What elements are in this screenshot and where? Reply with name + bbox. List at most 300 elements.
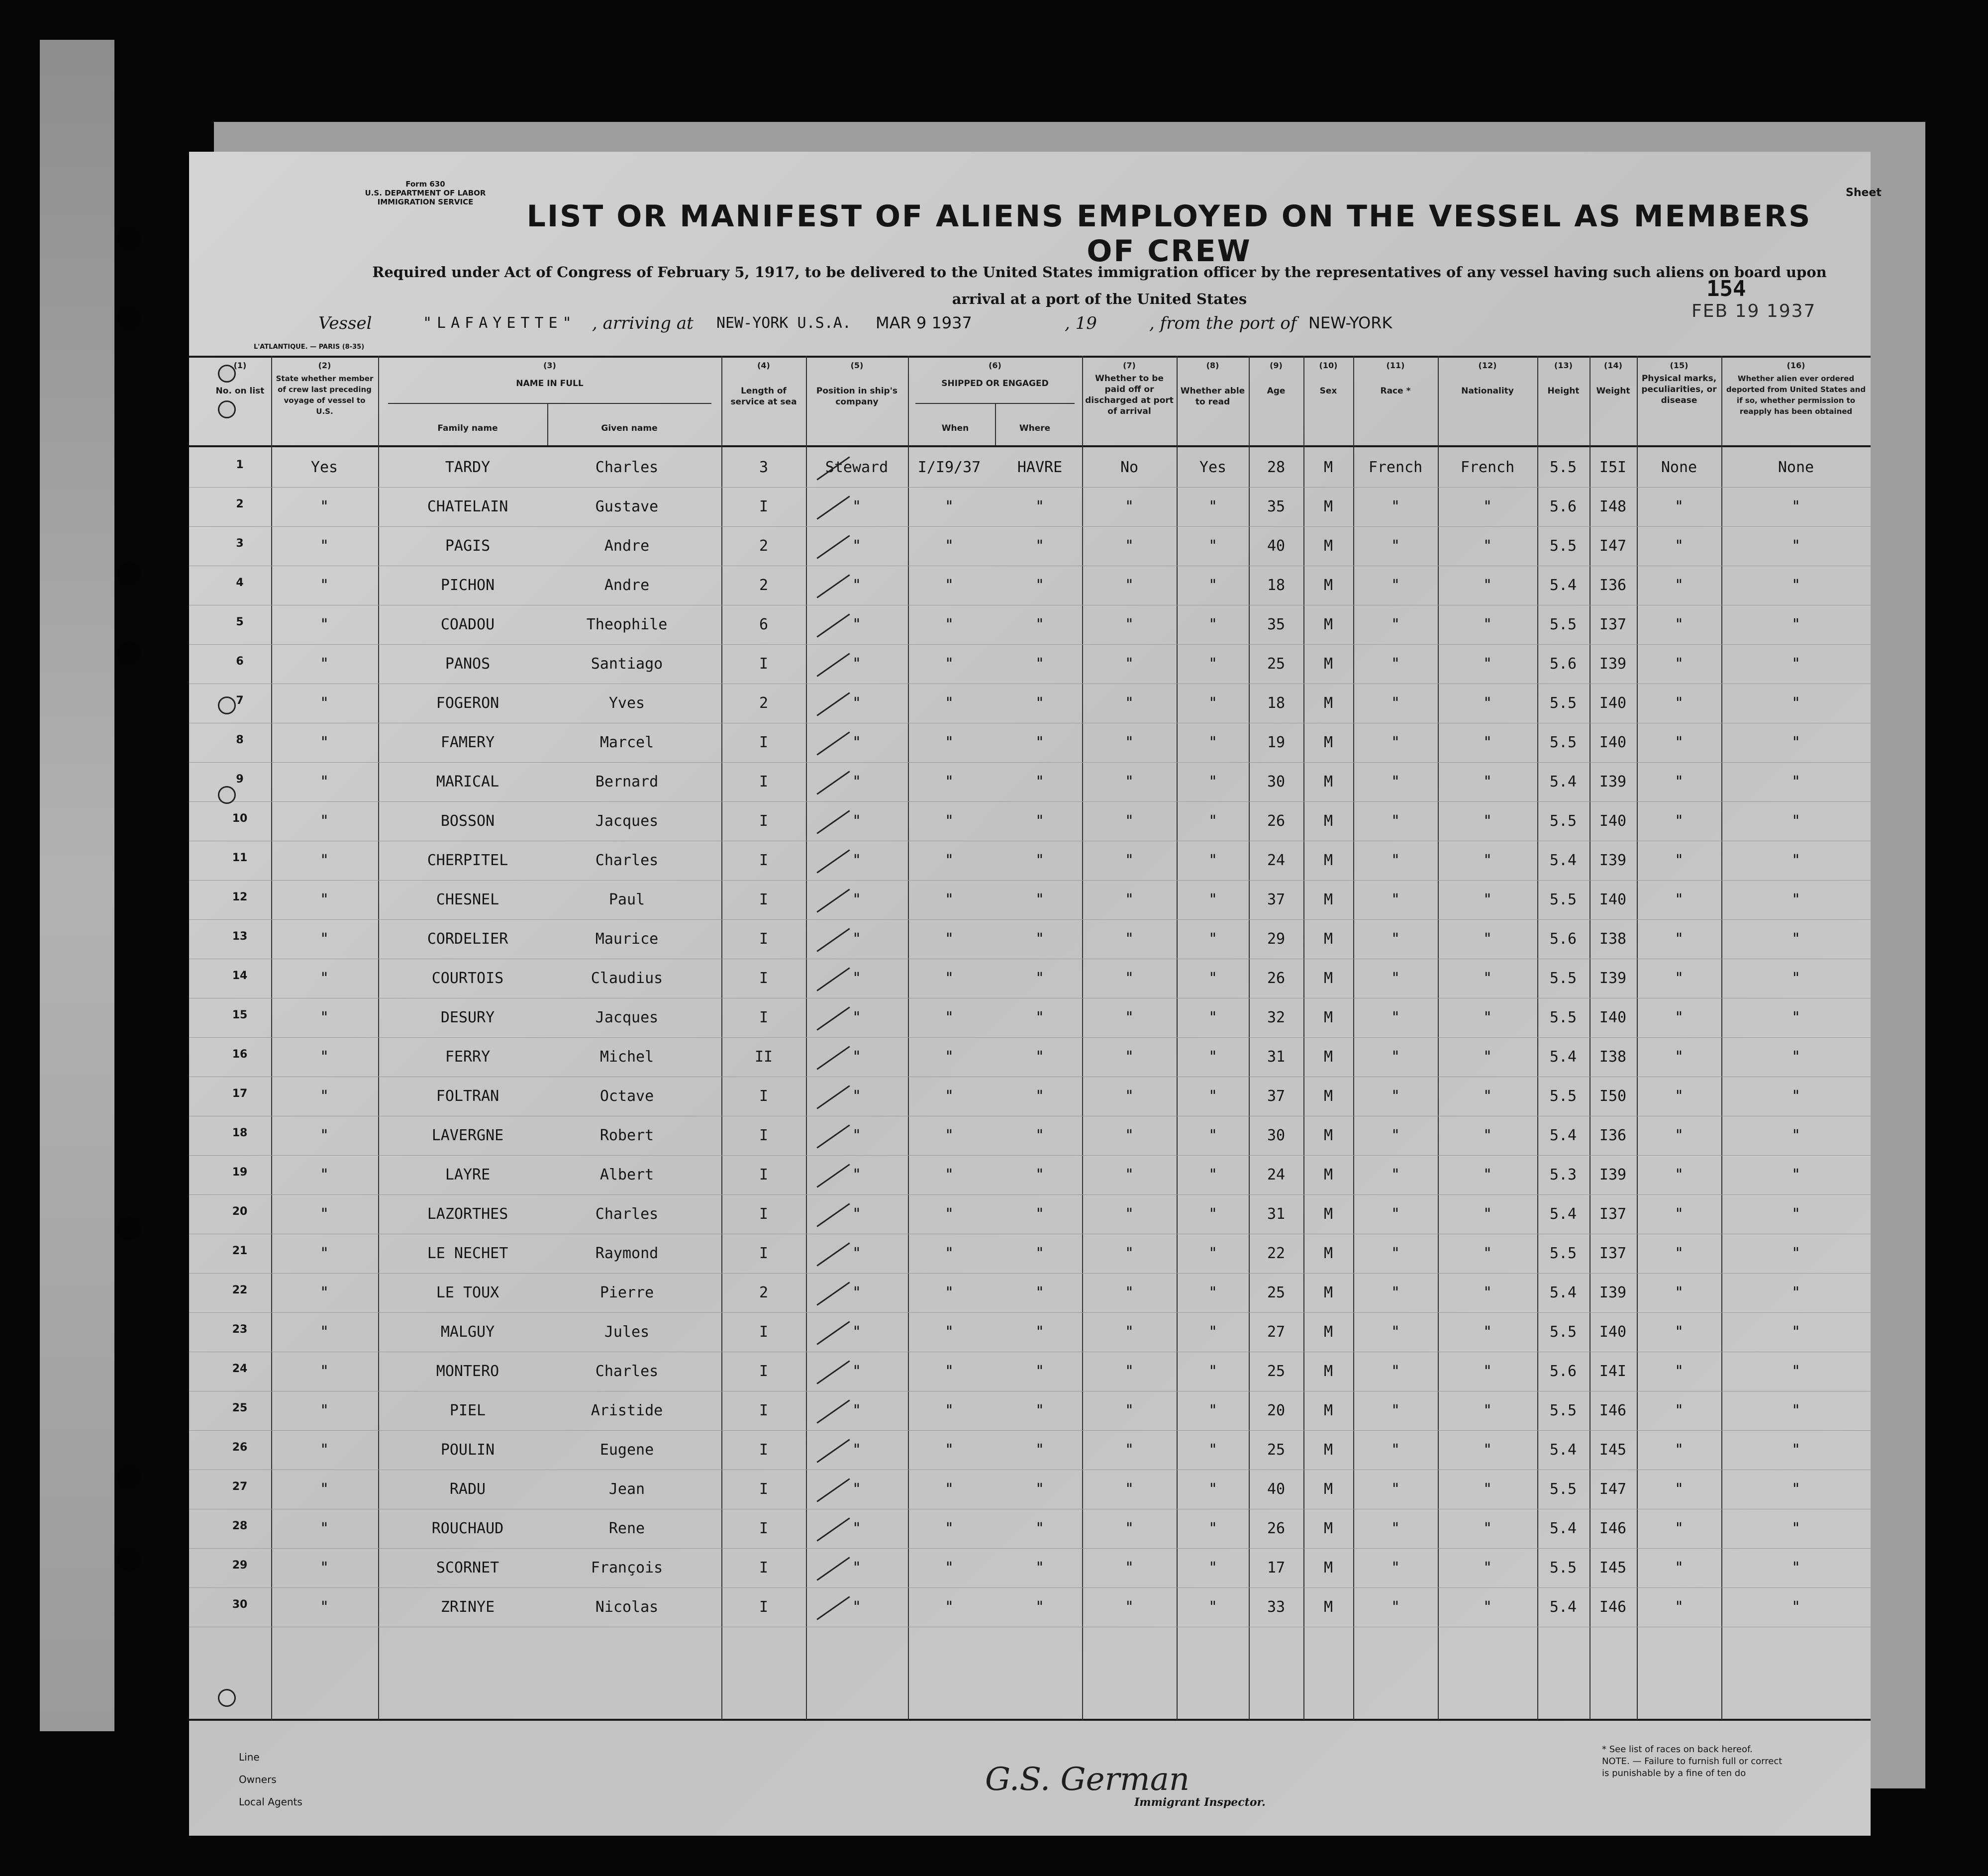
table-cell-sex: M [1323, 852, 1333, 869]
table-cell-when: " [944, 1245, 954, 1262]
table-cell-sex: M [1323, 891, 1333, 908]
table-cell-age: 35 [1267, 498, 1286, 515]
table-cell-sex: M [1323, 694, 1333, 712]
table-cell-height: 5.5 [1549, 1402, 1577, 1419]
table-cell-given: Maurice [595, 930, 659, 948]
from-port: NEW-YORK [1308, 313, 1392, 332]
table-cell-paid: " [1124, 498, 1134, 515]
table-cell-deported: " [1791, 891, 1801, 908]
binder-hole [117, 226, 141, 250]
table-cell-family: LE NECHET [427, 1245, 508, 1262]
table-cell-when: " [944, 498, 954, 515]
table-cell-paid: " [1124, 1127, 1134, 1144]
table-cell-race: " [1391, 1598, 1400, 1616]
table-cell-marks: " [1674, 1087, 1684, 1105]
table-cell-no: 2 [236, 498, 244, 510]
table-cell-no: 23 [232, 1323, 248, 1336]
table-cell-height: 5.4 [1549, 1520, 1577, 1537]
column-rule [1082, 356, 1083, 1720]
table-cell-nationality: " [1483, 1323, 1492, 1341]
table-cell-position: Steward [825, 459, 889, 476]
subtitle: Required under Act of Congress of February 5, 1917, to be delivered to the United States immigration officer by the representatives of any vessel having such aliens on board upon arrival at a port of the United States [372, 264, 1827, 307]
table-cell-sex: M [1323, 1441, 1333, 1459]
table-cell-read: " [1208, 891, 1218, 908]
column-number: (9) [1270, 361, 1283, 370]
footer-agents-label: Local Agents [239, 1796, 302, 1808]
table-cell-position: " [852, 498, 862, 515]
table-cell-position: " [852, 694, 862, 712]
table-cell-given: Andre [604, 537, 650, 555]
table-cell-where: " [1035, 1048, 1045, 1066]
table-cell-paid: " [1124, 930, 1134, 948]
table-cell-crew: " [319, 852, 329, 869]
group-underline [915, 403, 1075, 404]
table-cell-service: I [759, 1127, 769, 1144]
table-cell-family: FOGERON [436, 694, 499, 712]
table-cell-weight: I46 [1599, 1402, 1627, 1419]
table-cell-weight: I40 [1599, 891, 1627, 908]
table-cell-sex: M [1323, 734, 1333, 751]
table-cell-nationality: " [1483, 1087, 1492, 1105]
table-cell-nationality: " [1483, 1559, 1492, 1577]
column-number: (4) [757, 361, 770, 370]
column-header: Physical marks, peculiarities, or disease [1641, 374, 1717, 405]
table-cell-weight: I39 [1599, 852, 1627, 869]
table-cell-service: I [759, 930, 769, 948]
table-cell-no: 17 [232, 1087, 248, 1100]
table-cell-position: " [852, 1520, 862, 1537]
form-number: Form 630 [405, 180, 445, 189]
column-rule [1353, 356, 1354, 1720]
table-cell-family: MARICAL [436, 773, 499, 790]
table-cell-marks: " [1674, 1598, 1684, 1616]
table-cell-where: " [1035, 734, 1045, 751]
table-cell-weight: I47 [1599, 537, 1627, 555]
table-cell-weight: I39 [1599, 773, 1627, 790]
service: IMMIGRATION SERVICE [377, 197, 474, 206]
table-cell-service: I [759, 734, 769, 751]
table-cell-service: 6 [759, 616, 769, 633]
table-cell-service: I [759, 1087, 769, 1105]
column-number: (7) [1123, 361, 1136, 370]
table-cell-sex: M [1323, 1087, 1333, 1105]
table-cell-age: 27 [1267, 1323, 1286, 1341]
table-cell-marks: " [1674, 1559, 1684, 1577]
table-cell-where: " [1035, 1520, 1045, 1537]
column-rule [908, 356, 909, 1720]
table-cell-family: BOSSON [440, 812, 495, 830]
table-cell-when: " [944, 930, 954, 948]
table-cell-paid: " [1124, 1245, 1134, 1262]
table-cell-position: " [852, 1166, 862, 1184]
table-cell-crew: " [319, 1559, 329, 1577]
table-cell-no: 29 [232, 1559, 248, 1572]
column-rule [1249, 356, 1250, 1720]
table-cell-read: " [1208, 1205, 1218, 1223]
table-cell-given: Aristide [591, 1402, 663, 1419]
table-cell-weight: I37 [1599, 1205, 1627, 1223]
table-cell-paid: " [1124, 1284, 1134, 1301]
table-cell-sex: M [1323, 459, 1333, 476]
table-cell-no: 9 [236, 773, 244, 786]
table-cell-age: 30 [1267, 773, 1286, 790]
subcolumn-header: Where [1019, 423, 1051, 433]
row-rule [189, 1194, 1871, 1195]
table-cell-when: " [944, 1481, 954, 1498]
table-cell-deported: " [1791, 1323, 1801, 1341]
inspector-label: Immigrant Inspector. [1134, 1796, 1266, 1809]
table-cell-marks: " [1674, 616, 1684, 633]
footer-owners-label: Owners [239, 1774, 277, 1785]
table-cell-no: 26 [232, 1441, 248, 1454]
table-cell-nationality: " [1483, 1127, 1492, 1144]
table-cell-given: Charles [595, 1205, 659, 1223]
table-cell-where: " [1035, 1441, 1045, 1459]
group-underline [388, 403, 711, 404]
table-cell-weight: I45 [1599, 1441, 1627, 1459]
table-cell-deported: " [1791, 1127, 1801, 1144]
table-cell-no: 12 [232, 891, 248, 903]
table-cell-where: " [1035, 1481, 1045, 1498]
table-cell-no: 11 [232, 852, 248, 864]
from-label: , from the port of [1149, 313, 1297, 333]
table-cell-height: 5.4 [1549, 1205, 1577, 1223]
table-cell-race: " [1391, 1245, 1400, 1262]
table-cell-read: " [1208, 1127, 1218, 1144]
table-cell-nationality: " [1483, 694, 1492, 712]
table-cell-weight: I36 [1599, 577, 1627, 594]
table-cell-race: " [1391, 537, 1400, 555]
note-failure: NOTE. — Failure to furnish full or correct [1602, 1756, 1783, 1767]
table-cell-deported: " [1791, 812, 1801, 830]
table-cell-read: " [1208, 577, 1218, 594]
table-cell-weight: I5I [1599, 459, 1627, 476]
table-cell-height: 5.6 [1549, 498, 1577, 515]
table-cell-marks: " [1674, 852, 1684, 869]
table-cell-weight: I37 [1599, 1245, 1627, 1262]
column-header: Age [1267, 386, 1286, 396]
table-cell-position: " [852, 1245, 862, 1262]
table-cell-weight: I39 [1599, 655, 1627, 673]
table-cell-deported: " [1791, 1048, 1801, 1066]
table-cell-marks: " [1674, 1402, 1684, 1419]
table-cell-crew: " [319, 577, 329, 594]
table-cell-age: 26 [1267, 1520, 1286, 1537]
table-cell-crew: " [319, 812, 329, 830]
column-number: (16) [1787, 361, 1805, 370]
note-fine: is punishable by a fine of ten do [1602, 1768, 1746, 1778]
table-cell-position: " [852, 891, 862, 908]
table-cell-service: I [759, 1481, 769, 1498]
table-cell-given: Jacques [595, 812, 659, 830]
table-cell-height: 5.5 [1549, 1481, 1577, 1498]
punch-hole [218, 696, 236, 714]
table-cell-crew: " [319, 1127, 329, 1144]
table-cell-service: I [759, 1520, 769, 1537]
table-cell-read: " [1208, 812, 1218, 830]
table-cell-marks: " [1674, 1009, 1684, 1026]
table-cell-given: Yves [608, 694, 645, 712]
column-header: NAME IN FULL [516, 379, 584, 389]
vessel-label: Vessel [318, 313, 372, 333]
table-cell-sex: M [1323, 1323, 1333, 1341]
table-cell-marks: " [1674, 1048, 1684, 1066]
table-cell-nationality: " [1483, 852, 1492, 869]
table-cell-height: 5.4 [1549, 1127, 1577, 1144]
table-cell-position: " [852, 1087, 862, 1105]
column-header: Whether to be paid off or discharged at port of arrival [1085, 374, 1174, 416]
table-cell-service: I [759, 1559, 769, 1577]
table-cell-race: " [1391, 970, 1400, 987]
table-cell-given: Pierre [599, 1284, 654, 1301]
table-cell-service: I [759, 891, 769, 908]
table-cell-deported: " [1791, 655, 1801, 673]
row-rule [189, 526, 1871, 527]
table-cell-sex: M [1323, 1481, 1333, 1498]
column-header: Whether able to read [1180, 386, 1245, 407]
row-rule [189, 1587, 1871, 1588]
table-cell-given: Andre [604, 577, 650, 594]
table-cell-family: CHERPITEL [427, 852, 508, 869]
table-cell-service: I [759, 852, 769, 869]
vessel-name: "LAFAYETTE" [423, 314, 577, 332]
table-cell-position: " [852, 1559, 862, 1577]
table-cell-height: 5.5 [1549, 1323, 1577, 1341]
table-cell-marks: " [1674, 812, 1684, 830]
table-cell-sex: M [1323, 1166, 1333, 1184]
column-rule [378, 356, 379, 1720]
table-bottom-rule [189, 1719, 1871, 1721]
table-cell-weight: I40 [1599, 734, 1627, 751]
table-cell-weight: I40 [1599, 1323, 1627, 1341]
table-cell-crew: " [319, 1245, 329, 1262]
table-cell-given: Eugene [599, 1441, 654, 1459]
table-cell-deported: " [1791, 694, 1801, 712]
column-header: Position in ship's company [816, 386, 898, 407]
row-rule [189, 1037, 1871, 1038]
table-cell-race: " [1391, 773, 1400, 790]
subcolumn-header: Family name [437, 423, 498, 433]
table-cell-age: 25 [1267, 1363, 1286, 1380]
table-cell-where: " [1035, 812, 1045, 830]
table-cell-paid: " [1124, 1166, 1134, 1184]
table-cell-where: " [1035, 1363, 1045, 1380]
table-cell-where: " [1035, 655, 1045, 673]
table-cell-nationality: " [1483, 1205, 1492, 1223]
table-cell-deported: " [1791, 1559, 1801, 1577]
table-cell-race: " [1391, 852, 1400, 869]
table-cell-paid: " [1124, 734, 1134, 751]
table-cell-age: 40 [1267, 537, 1286, 555]
table-cell-no: 3 [236, 537, 244, 550]
footer-line-label: Line [239, 1751, 260, 1763]
table-cell-marks: " [1674, 537, 1684, 555]
table-cell-when: " [944, 655, 954, 673]
table-cell-where: " [1035, 1087, 1045, 1105]
table-cell-when: " [944, 1520, 954, 1537]
table-cell-position: " [852, 970, 862, 987]
row-rule [189, 801, 1871, 802]
table-cell-read: " [1208, 1598, 1218, 1616]
table-cell-family: LE TOUX [436, 1284, 499, 1301]
table-cell-nationality: " [1483, 537, 1492, 555]
table-cell-age: 31 [1267, 1048, 1286, 1066]
table-cell-race: " [1391, 577, 1400, 594]
table-cell-where: " [1035, 1127, 1045, 1144]
table-cell-position: " [852, 852, 862, 869]
table-cell-read: " [1208, 537, 1218, 555]
subcolumn-header: Given name [601, 423, 658, 433]
table-cell-family: SCORNET [436, 1559, 499, 1577]
table-cell-deported: " [1791, 1441, 1801, 1459]
table-cell-crew: " [319, 1402, 329, 1419]
table-cell-when: " [944, 577, 954, 594]
table-cell-when: " [944, 1284, 954, 1301]
table-cell-sex: M [1323, 1245, 1333, 1262]
table-cell-race: " [1391, 616, 1400, 633]
table-cell-marks: " [1674, 1166, 1684, 1184]
table-cell-nationality: " [1483, 970, 1492, 987]
table-cell-no: 5 [236, 616, 244, 628]
table-cell-read: " [1208, 734, 1218, 751]
table-cell-family: COURTOIS [431, 970, 504, 987]
table-cell-age: 37 [1267, 891, 1286, 908]
table-cell-where: " [1035, 537, 1045, 555]
table-cell-given: Charles [595, 852, 659, 869]
table-cell-age: 18 [1267, 694, 1286, 712]
table-cell-no: 28 [232, 1520, 248, 1532]
table-cell-marks: " [1674, 1284, 1684, 1301]
table-cell-read: Yes [1199, 459, 1227, 476]
table-cell-marks: " [1674, 577, 1684, 594]
table-cell-family: LAVERGNE [431, 1127, 504, 1144]
table-cell-paid: " [1124, 1009, 1134, 1026]
date-stamp: FEB 19 1937 [1691, 301, 1816, 321]
table-cell-deported: " [1791, 537, 1801, 555]
table-cell-deported: " [1791, 734, 1801, 751]
table-cell-age: 40 [1267, 1481, 1286, 1498]
table-cell-when: " [944, 852, 954, 869]
table-cell-paid: " [1124, 852, 1134, 869]
table-cell-deported: " [1791, 852, 1801, 869]
column-rule [1177, 356, 1178, 1720]
sheet-number: 154 [1706, 276, 1746, 301]
table-cell-height: 5.4 [1549, 773, 1577, 790]
table-cell-service: I [759, 1441, 769, 1459]
table-cell-race: " [1391, 1009, 1400, 1026]
column-rule [1637, 356, 1638, 1720]
table-cell-marks: " [1674, 970, 1684, 987]
table-cell-sex: M [1323, 1205, 1333, 1223]
table-cell-paid: " [1124, 655, 1134, 673]
table-cell-height: 5.6 [1549, 655, 1577, 673]
table-cell-age: 25 [1267, 655, 1286, 673]
table-cell-given: François [591, 1559, 663, 1577]
inspector-signature: G.S. German [985, 1761, 1190, 1798]
table-cell-when: " [944, 1323, 954, 1341]
table-cell-sex: M [1323, 970, 1333, 987]
table-cell-race: " [1391, 734, 1400, 751]
column-rule [271, 356, 272, 1720]
table-cell-read: " [1208, 970, 1218, 987]
table-cell-crew: Yes [310, 459, 338, 476]
table-cell-marks: None [1661, 459, 1697, 476]
table-cell-height: 5.3 [1549, 1166, 1577, 1184]
table-cell-family: ROUCHAUD [431, 1520, 504, 1537]
table-cell-race: " [1391, 1284, 1400, 1301]
table-cell-when: " [944, 970, 954, 987]
table-cell-weight: I46 [1599, 1598, 1627, 1616]
table-cell-nationality: " [1483, 1245, 1492, 1262]
table-cell-when: " [944, 1363, 954, 1380]
table-cell-height: 5.4 [1549, 852, 1577, 869]
table-cell-family: TARDY [445, 459, 491, 476]
table-cell-weight: I45 [1599, 1559, 1627, 1577]
table-cell-height: 5.5 [1549, 459, 1577, 476]
left-paper-strip [40, 40, 114, 1731]
table-cell-sex: M [1323, 812, 1333, 830]
footer-notes [1602, 1744, 1782, 1779]
table-cell-when: " [944, 1166, 954, 1184]
binder-hole [117, 642, 141, 666]
table-cell-age: 25 [1267, 1284, 1286, 1301]
table-cell-nationality: " [1483, 891, 1492, 908]
table-cell-nationality: " [1483, 773, 1492, 790]
table-cell-given: Robert [599, 1127, 654, 1144]
table-cell-race: " [1391, 1127, 1400, 1144]
table-cell-read: " [1208, 1009, 1218, 1026]
table-cell-read: " [1208, 1284, 1218, 1301]
table-cell-when: " [944, 891, 954, 908]
table-cell-where: " [1035, 970, 1045, 987]
table-cell-crew: " [319, 1087, 329, 1105]
table-cell-position: " [852, 1481, 862, 1498]
table-cell-weight: I47 [1599, 1481, 1627, 1498]
column-number: (5) [850, 361, 864, 370]
table-cell-service: 2 [759, 577, 769, 594]
column-number: (12) [1478, 361, 1497, 370]
table-cell-when: " [944, 537, 954, 555]
table-cell-no: 4 [236, 577, 244, 589]
table-cell-height: 5.5 [1549, 1009, 1577, 1026]
table-cell-family: CORDELIER [427, 930, 508, 948]
table-cell-deported: " [1791, 1009, 1801, 1026]
column-number: (14) [1604, 361, 1622, 370]
column-header: Whether alien ever ordered deported from United States and if so, whether permission to reapply has been obtained [1726, 374, 1866, 416]
table-cell-crew: " [319, 1363, 329, 1380]
table-cell-age: 37 [1267, 1087, 1286, 1105]
table-cell-paid: " [1124, 1402, 1134, 1419]
table-cell-service: I [759, 1205, 769, 1223]
table-cell-nationality: " [1483, 1363, 1492, 1380]
table-cell-family: ZRINYE [440, 1598, 495, 1616]
table-cell-deported: " [1791, 930, 1801, 948]
table-cell-deported: " [1791, 1205, 1801, 1223]
table-cell-weight: I38 [1599, 1048, 1627, 1066]
table-cell-given: Claudius [591, 970, 663, 987]
table-cell-position: " [852, 1323, 862, 1341]
table-cell-crew: " [319, 1323, 329, 1341]
table-cell-age: 17 [1267, 1559, 1286, 1577]
table-cell-when: " [944, 1048, 954, 1066]
table-cell-no: 15 [232, 1009, 248, 1021]
table-cell-when: " [944, 1087, 954, 1105]
table-cell-read: " [1208, 1166, 1218, 1184]
table-cell-paid: " [1124, 1441, 1134, 1459]
table-cell-position: " [852, 1363, 862, 1380]
table-cell-family: MALGUY [440, 1323, 495, 1341]
table-cell-when: " [944, 1127, 954, 1144]
